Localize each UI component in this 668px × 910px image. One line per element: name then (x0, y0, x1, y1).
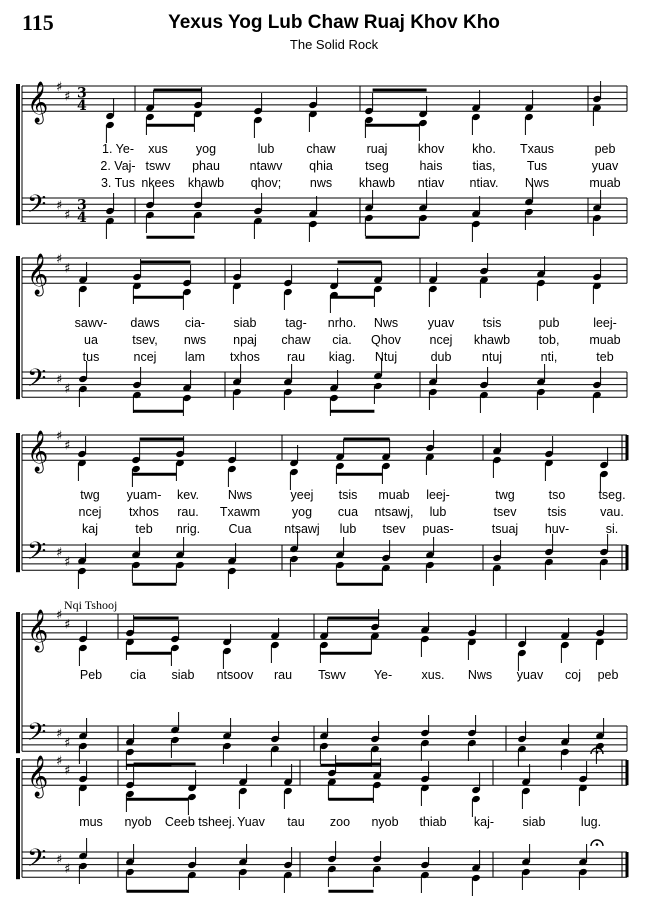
lyric-syllable: tsis (338, 488, 358, 502)
bass-clef: 𝄢 (27, 717, 47, 753)
treble-clef: 𝄞 (27, 610, 49, 652)
lyric-syllable: peb (597, 668, 619, 682)
lyric-syllable: leej- (426, 488, 450, 502)
treble-staff (22, 80, 627, 143)
lyric-syllable: thiab (419, 815, 447, 829)
lyric-syllable: pub (538, 316, 560, 330)
lyric-syllable: twg (495, 488, 515, 502)
lyric-syllable: Nws (467, 668, 493, 682)
lyric-syllable: kev. (177, 488, 199, 502)
lyric-syllable: xus (148, 142, 168, 156)
lyric-syllable: nws (183, 333, 207, 347)
lyric-syllable: lub (429, 505, 447, 519)
lyric-syllable: hais (419, 159, 443, 173)
refrain-label: Nqi Tshooj (64, 598, 118, 612)
lyric-syllable: ntiav. (469, 176, 499, 190)
lyric-syllable: Nws (524, 176, 550, 190)
lyric-syllable: yuav (427, 316, 455, 330)
lyric-syllable: txhos (129, 505, 159, 519)
lyric-syllable: Peb (79, 668, 103, 682)
lyric-syllable: khawb (358, 176, 396, 190)
sharp-sign: ♯ (56, 726, 63, 742)
lyric-syllable: dub (430, 350, 452, 364)
sharp-sign: ♯ (64, 617, 71, 633)
lyric-syllable: 2. Vaj- (100, 159, 136, 173)
lyric-syllable: cia. (332, 333, 352, 347)
lyric-syllable: huv- (544, 522, 570, 536)
lyric-syllable: lub (339, 522, 357, 536)
system-bracket (16, 256, 20, 399)
lyric-syllable: Qhov (371, 333, 401, 347)
lyric-syllable: ncej (133, 350, 157, 364)
lyric-syllable: chaw (306, 142, 336, 156)
treble-staff (22, 608, 627, 671)
sharp-sign: ♯ (64, 763, 71, 779)
lyric-syllable: Ceeb tsheej. (164, 815, 236, 829)
treble-clef: 𝄞 (27, 82, 49, 124)
time-signature-top: 3 (77, 85, 87, 102)
lyric-syllable: ntiav (417, 176, 445, 190)
sharp-sign: ♯ (64, 735, 71, 751)
lyric-syllable: Txawm (219, 505, 261, 519)
lyric-syllable: peb (594, 142, 616, 156)
bass-clef: 𝄢 (27, 189, 47, 225)
fermata-dot (596, 751, 599, 754)
lyric-syllable: kaj (82, 522, 98, 536)
lyric-syllable: ruaj (366, 142, 388, 156)
lyric-syllable: Nws (373, 316, 399, 330)
lyric-syllable: txhos (230, 350, 260, 364)
sharp-sign: ♯ (56, 429, 63, 444)
sharp-sign: ♯ (64, 554, 71, 570)
lyric-syllable: tsis (482, 316, 502, 330)
sharp-sign: ♯ (56, 754, 63, 769)
treble-staff (22, 429, 627, 492)
lyric-syllable: kho. (472, 142, 496, 156)
lyric-syllable: rau. (177, 505, 199, 519)
lyric-syllable: tswv (145, 159, 171, 173)
lyric-syllable: zoo (329, 815, 351, 829)
lyric-syllable: siab (522, 815, 546, 829)
system-bracket (16, 433, 20, 572)
lyric-syllable: yog (195, 142, 217, 156)
lyric-syllable: yeej (290, 488, 314, 502)
sharp-sign: ♯ (56, 80, 63, 95)
lyric-syllable: kaj- (473, 815, 495, 829)
lyric-syllable: leej- (593, 316, 617, 330)
lyric-syllable: tag- (285, 316, 307, 330)
lyric-syllable: tsev, (132, 333, 158, 347)
lyric-syllable: teb (135, 522, 153, 536)
lyric-syllable: ua (84, 333, 98, 347)
sharp-sign: ♯ (64, 381, 71, 397)
lyric-syllable: ntsoov (216, 668, 254, 682)
lyric-syllable: nws (309, 176, 333, 190)
lyric-syllable: vau. (600, 505, 624, 519)
time-signature-bottom: 4 (77, 210, 87, 227)
lyric-syllable: 1. Ye- (102, 142, 134, 156)
lyric-syllable: Cua (228, 522, 252, 536)
lyric-syllable: siab (171, 668, 195, 682)
lyric-syllable: ntsawj (284, 522, 320, 536)
lyric-syllable: mus (79, 815, 103, 829)
treble-clef: 𝄞 (27, 756, 49, 798)
lyric-syllable: cua (337, 505, 359, 519)
hymn-title: Yexus Yog Lub Chaw Ruaj Khov Kho (168, 12, 500, 33)
bass-staff (22, 531, 627, 589)
lyric-syllable: ntuj (481, 350, 503, 364)
lyric-syllable: yog (291, 505, 313, 519)
bass-clef: 𝄢 (27, 536, 47, 572)
bass-staff (22, 184, 627, 242)
sharp-sign: ♯ (56, 852, 63, 868)
lyric-syllable: nkees (141, 176, 175, 190)
lyric-syllable: tseg (365, 159, 389, 173)
lyric-syllable: coj (565, 668, 581, 682)
lyric-syllable: ntsawj, (374, 505, 414, 519)
lyric-syllable: 3. Tus (100, 176, 136, 190)
lyric-syllable: ncej (429, 333, 453, 347)
system-bracket (16, 612, 20, 753)
bass-staff (22, 358, 627, 416)
bass-staff (22, 712, 627, 770)
lyric-syllable: qhov; (250, 176, 282, 190)
lyric-syllable: kiag. (328, 350, 356, 364)
treble-staff (22, 252, 627, 313)
sharp-sign: ♯ (56, 198, 63, 214)
lyric-syllable: qhia (309, 159, 333, 173)
lyric-syllable: lub (257, 142, 275, 156)
sharp-sign: ♯ (56, 372, 63, 388)
bass-clef: 𝄢 (27, 363, 47, 399)
lyric-syllable: puas- (422, 522, 454, 536)
lyric-syllable: siab (233, 316, 257, 330)
lyric-syllable: Ntuj (374, 350, 398, 364)
time-signature-bottom: 4 (77, 98, 87, 115)
lyric-syllable: cia (130, 668, 146, 682)
hymn-subtitle: The Solid Rock (289, 37, 379, 52)
lyric-syllable: ntawv (249, 159, 283, 173)
bass-clef: 𝄢 (27, 843, 47, 879)
lyric-syllable: tsev (382, 522, 406, 536)
lyric-syllable: rau (286, 350, 306, 364)
treble-clef: 𝄞 (27, 431, 49, 473)
lyric-syllable: nyob (371, 815, 399, 829)
lyric-syllable: lug. (580, 815, 602, 829)
lyric-syllable: daws (130, 316, 160, 330)
sharp-sign: ♯ (64, 207, 71, 223)
sharp-sign: ♯ (56, 252, 63, 267)
lyric-syllable: si. (605, 522, 619, 536)
lyric-syllable: khawb (187, 176, 225, 190)
sharp-sign: ♯ (64, 89, 71, 105)
lyric-syllable: tus (82, 350, 100, 364)
lyric-syllable: tau (287, 815, 305, 829)
treble-staff (22, 754, 627, 817)
bass-staff (22, 838, 627, 896)
lyric-syllable: tob, (538, 333, 560, 347)
lyric-syllable: npaj (233, 333, 257, 347)
sharp-sign: ♯ (64, 261, 71, 277)
lyric-syllable: xus. (421, 668, 445, 682)
lyric-syllable: Txaus (519, 142, 555, 156)
lyric-syllable: teb (596, 350, 614, 364)
lyric-syllable: nrho. (327, 316, 357, 330)
lyric-syllable: Ye- (373, 668, 393, 682)
lyric-syllable: khov (417, 142, 445, 156)
lyric-syllable: yuam- (126, 488, 162, 502)
lyric-syllable: khawb (473, 333, 511, 347)
sharp-sign: ♯ (56, 545, 63, 561)
lyric-syllable: yuav (516, 668, 544, 682)
lyric-syllable: Yuav (237, 815, 265, 829)
lyric-syllable: rau (273, 668, 293, 682)
lyric-syllable: tseg. (598, 488, 626, 502)
sharp-sign: ♯ (64, 438, 71, 454)
lyric-syllable: tsuaj (491, 522, 519, 536)
lyric-syllable: tsis (547, 505, 567, 519)
lyric-syllable: cia- (184, 316, 206, 330)
lyric-syllable: tias, (472, 159, 496, 173)
treble-clef: 𝄞 (27, 254, 49, 296)
lyric-syllable: muab (589, 333, 621, 347)
lyric-syllable: muab (589, 176, 621, 190)
system-bracket (16, 758, 20, 879)
lyric-syllable: tsev (493, 505, 517, 519)
lyric-syllable: nyob (124, 815, 152, 829)
fermata-dot (596, 843, 599, 846)
lyric-syllable: sawv- (74, 316, 108, 330)
system-bracket (16, 84, 20, 225)
lyric-syllable: Tus (526, 159, 548, 173)
lyric-syllable: muab (378, 488, 410, 502)
sharp-sign: ♯ (56, 608, 63, 623)
lyric-syllable: Nws (227, 488, 253, 502)
lyric-syllable: lam (184, 350, 206, 364)
lyric-syllable: nrig. (175, 522, 201, 536)
lyric-syllable: phau (192, 159, 220, 173)
sharp-sign: ♯ (64, 861, 71, 877)
lyric-syllable: chaw (281, 333, 311, 347)
lyric-syllable: nti, (540, 350, 558, 364)
lyric-syllable: ncej (78, 505, 102, 519)
lyric-syllable: Tswv (318, 668, 346, 682)
time-signature-top: 3 (77, 197, 87, 214)
lyric-syllable: yuav (591, 159, 619, 173)
lyric-syllable: tso (548, 488, 566, 502)
hymn-number: 115 (22, 10, 54, 35)
lyric-syllable: twg (80, 488, 100, 502)
